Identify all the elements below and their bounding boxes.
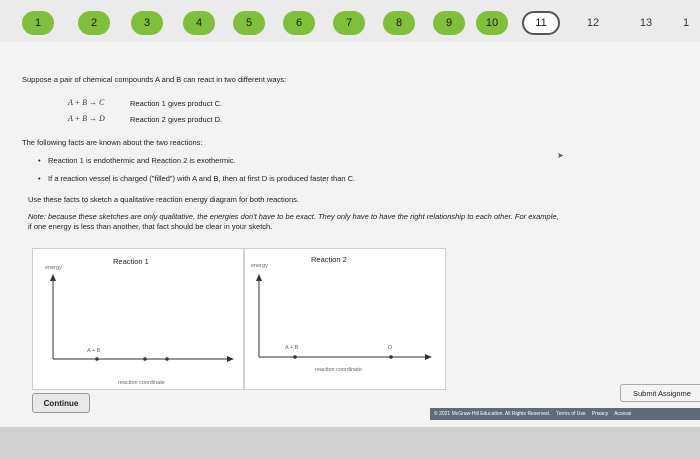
- step-9[interactable]: [433, 11, 465, 35]
- terms-link[interactable]: Terms of Use: [556, 411, 586, 417]
- step-5[interactable]: [233, 11, 265, 35]
- instruction: Use these facts to sketch a qualitative reaction energy diagram for both reactions.: [28, 195, 299, 204]
- step-label: 7: [345, 17, 353, 29]
- question-nav-bar: [0, 0, 700, 43]
- step-2[interactable]: [78, 11, 110, 35]
- step-label: 4: [195, 17, 203, 29]
- reaction-2-ylabel: energy: [251, 263, 268, 269]
- facts-intro: The following facts are known about the two reactions:: [22, 138, 203, 147]
- fact-1: • Reaction 1 is endothermic and Reaction 2 is exothermic.: [48, 156, 236, 165]
- screen-bottom-bezel: [0, 427, 700, 459]
- step-label: 10: [485, 17, 499, 29]
- reaction-1-axes: [33, 249, 243, 389]
- reaction-2-start-label: A + B: [285, 345, 299, 351]
- equation-2: A + B → D: [68, 114, 105, 123]
- reaction-1-title: Reaction 1: [113, 257, 149, 266]
- step-label: 5: [245, 17, 253, 29]
- equation-1-desc: Reaction 1 gives product C.: [130, 99, 223, 108]
- step-6[interactable]: [283, 11, 315, 35]
- step-label: 11: [535, 17, 547, 29]
- reaction-1-ylabel: energy: [45, 265, 62, 271]
- privacy-link[interactable]: Privacy: [591, 411, 609, 417]
- step-label: 3: [143, 17, 151, 29]
- note-line-1: Note: because these sketches are only qualitative, the energies don't have to be exact. They only have to have the right relationship to each other. For example,: [28, 212, 559, 221]
- reaction-1-xlabel: reaction coordinate: [118, 380, 165, 386]
- footer-bar: [430, 408, 700, 420]
- step-11-current[interactable]: [522, 11, 560, 35]
- submit-assignment-button[interactable]: Submit Assignme: [620, 384, 700, 402]
- step-label: 8: [395, 17, 403, 29]
- cursor-icon: ➤: [557, 151, 564, 160]
- step-4[interactable]: [183, 11, 215, 35]
- reaction-2-title: Reaction 2: [311, 255, 347, 264]
- step-label: 6: [295, 17, 303, 29]
- question-intro: Suppose a pair of chemical compounds A and B can react in two different ways:: [22, 75, 287, 84]
- step-label: 13: [639, 17, 653, 29]
- step-3[interactable]: [131, 11, 163, 35]
- reaction-2-xlabel: reaction coordinate: [315, 367, 362, 373]
- step-label: 1: [34, 17, 42, 29]
- reaction-1-start-label: A + B: [87, 348, 101, 354]
- step-12[interactable]: [577, 11, 609, 35]
- step-label: 2: [90, 17, 98, 29]
- continue-button[interactable]: Continue: [32, 393, 90, 413]
- reaction-2-end-label: D: [388, 345, 392, 351]
- note-line-2: if one energy is less than another, that fact should be clear in your sketch.: [28, 222, 273, 231]
- copyright-text: © 2021 McGraw-Hill Education. All Rights Reserved.: [434, 411, 551, 417]
- step-label: 1: [682, 17, 690, 29]
- step-label: 9: [445, 17, 453, 29]
- step-13[interactable]: [630, 11, 662, 35]
- step-10[interactable]: [476, 11, 508, 35]
- equation-1: A + B → C: [68, 98, 105, 107]
- step-14[interactable]: [676, 11, 696, 35]
- step-label: 12: [586, 17, 600, 29]
- step-8[interactable]: [383, 11, 415, 35]
- fact-2: • If a reaction vessel is charged ("filled") with A and B, then at first D is produced faster than C.: [48, 174, 355, 183]
- reaction-1-panel[interactable]: [32, 248, 244, 390]
- step-7[interactable]: [333, 11, 365, 35]
- equation-2-desc: Reaction 2 gives product D.: [130, 115, 223, 124]
- reaction-2-panel[interactable]: [244, 248, 446, 390]
- accessibility-link[interactable]: Accessi: [614, 411, 632, 417]
- step-1[interactable]: [22, 11, 54, 35]
